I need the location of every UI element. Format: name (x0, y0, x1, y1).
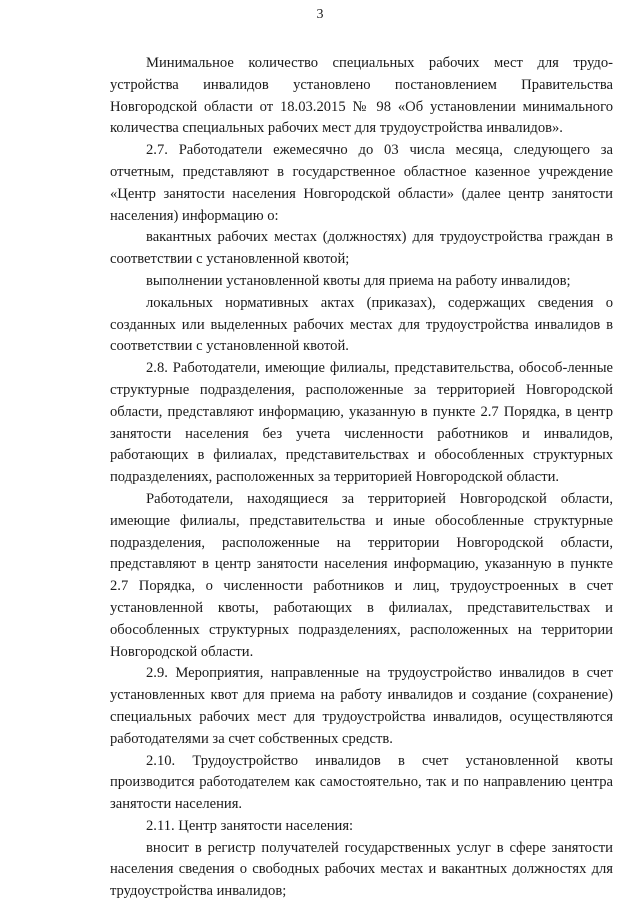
paragraph-local-acts: локальных нормативных актах (приказах), содержащих сведения о созданных или выделенных рабочих местах для трудоустройства инвалидов в соответствии с установленной квотой. (110, 294, 613, 355)
paragraph-2-10: 2.10. Трудоустройство инвалидов в счет установленной квоты производится работодателем как самостоятельно, так и по направлению центра занятости населения. (110, 752, 613, 813)
page-number: 3 (316, 7, 324, 22)
paragraph-min-quota: Минимальное количество специальных рабочих мест для трудо-устройства инвалидов установлено постановлением Правительства Новгородской области от 18.03.2015 № 98 «Об установлении минимального количества специальных рабочих мест для трудоустройства инвалидов». (110, 55, 613, 137)
paragraph-2-11: 2.11. Центр занятости населения: (146, 817, 354, 834)
paragraph-2-9: 2.9. Мероприятия, направленные на трудоустройство инвалидов в счет установленных квот для приема на работу инвалидов и создание (сохранение) специальных рабочих мест для трудоустройства инвалидов, осуществляются работодателями за счет собственных средств. (110, 665, 613, 747)
paragraph-2-8: 2.8. Работодатели, имеющие филиалы, представительства, обособ-ленные структурные подразделения, расположенные за территорией Новгородской области, представляют информацию, указанную в пункте 2.7 Порядка, в центр занятости населения без учета численности работников и инвалидов, работающих в филиалах, представительствах и обособленных структурных подразделениях, расположенных за территорией Новгородской области. (110, 360, 613, 486)
paragraph-vacancies: вакантных рабочих местах (должностях) для трудоустройства граждан в соответствии с установленной квотой; (110, 229, 613, 268)
paragraph-quota-fulfillment: выполнении установленной квоты для приема на работу инвалидов; (146, 272, 571, 289)
document-body (110, 53, 613, 903)
paragraph-register: вносит в регистр получателей государственных услуг в сфере занятости населения сведения о свободных рабочих местах и вакантных должностях для трудоустройства инвалидов; (110, 839, 613, 900)
paragraph-outside-employers: Работодатели, находящиеся за территорией Новгородской области, имеющие филиалы, представительства и иные обособленные структурные подразделения, расположенные на территории Новгородской области, представляют в центр занятости населения информацию, указанную в пункте 2.7 Порядка, о численности работников и лиц, трудоустроенных в счет установленной квоты, работающих в филиалах, представительствах и обособленных структурных подразделениях, расположенных на территории Новгородской области. (110, 490, 613, 660)
paragraph-2-7: 2.7. Работодатели ежемесячно до 03 числа месяца, следующего за отчетным, представляют в государственное областное казенное учреждение «Центр занятости населения Новгородской области» (далее центр занятости населения) информацию о: (110, 142, 613, 224)
